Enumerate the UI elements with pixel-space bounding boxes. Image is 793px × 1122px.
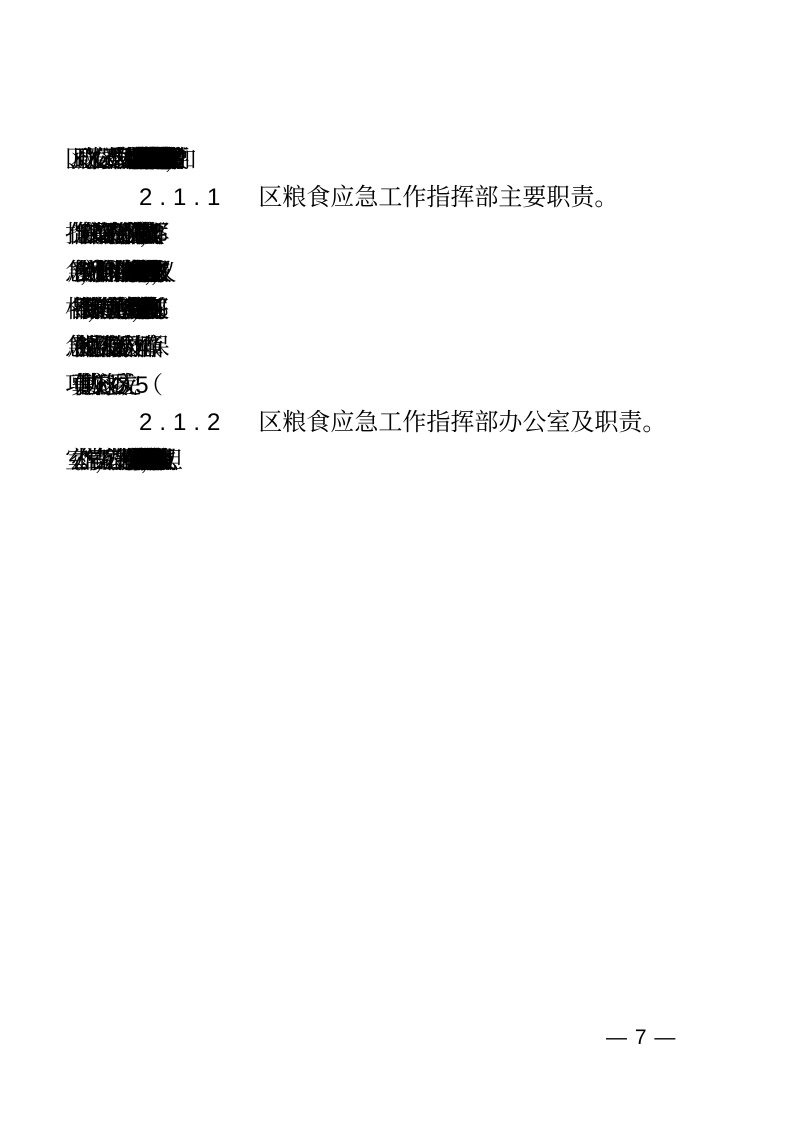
text-line: [89, 221, 139, 248]
section-heading: [89, 184, 618, 211]
section-title: 区粮食应急工作指挥部主要职责。: [258, 183, 619, 211]
text-line: [89, 447, 139, 474]
text-line: [89, 372, 139, 399]
section-title: 区粮食应急工作指挥部办公室及职责。: [258, 409, 667, 437]
text-line: [89, 334, 139, 361]
paragraph-duty-5: [89, 367, 705, 405]
paragraph-duty-2: [89, 254, 705, 292]
heading-2-1-2: [89, 404, 705, 442]
text-line: [89, 146, 139, 173]
paragraph-duty-4: [89, 329, 705, 367]
heading-2-1-1: [89, 179, 705, 217]
paragraph-duty-3: [89, 291, 705, 329]
section-heading: [89, 409, 666, 436]
page-number: — 7 —: [606, 1026, 677, 1049]
section-number: 2.1.1: [139, 183, 228, 211]
document-body: [89, 141, 705, 479]
paragraph-office: [89, 442, 705, 480]
text-line: [89, 296, 139, 323]
text-line: [89, 259, 139, 286]
section-number: 2.1.2: [139, 409, 228, 437]
paragraph-duty-1: [89, 216, 705, 254]
paragraph-members: [89, 141, 705, 179]
